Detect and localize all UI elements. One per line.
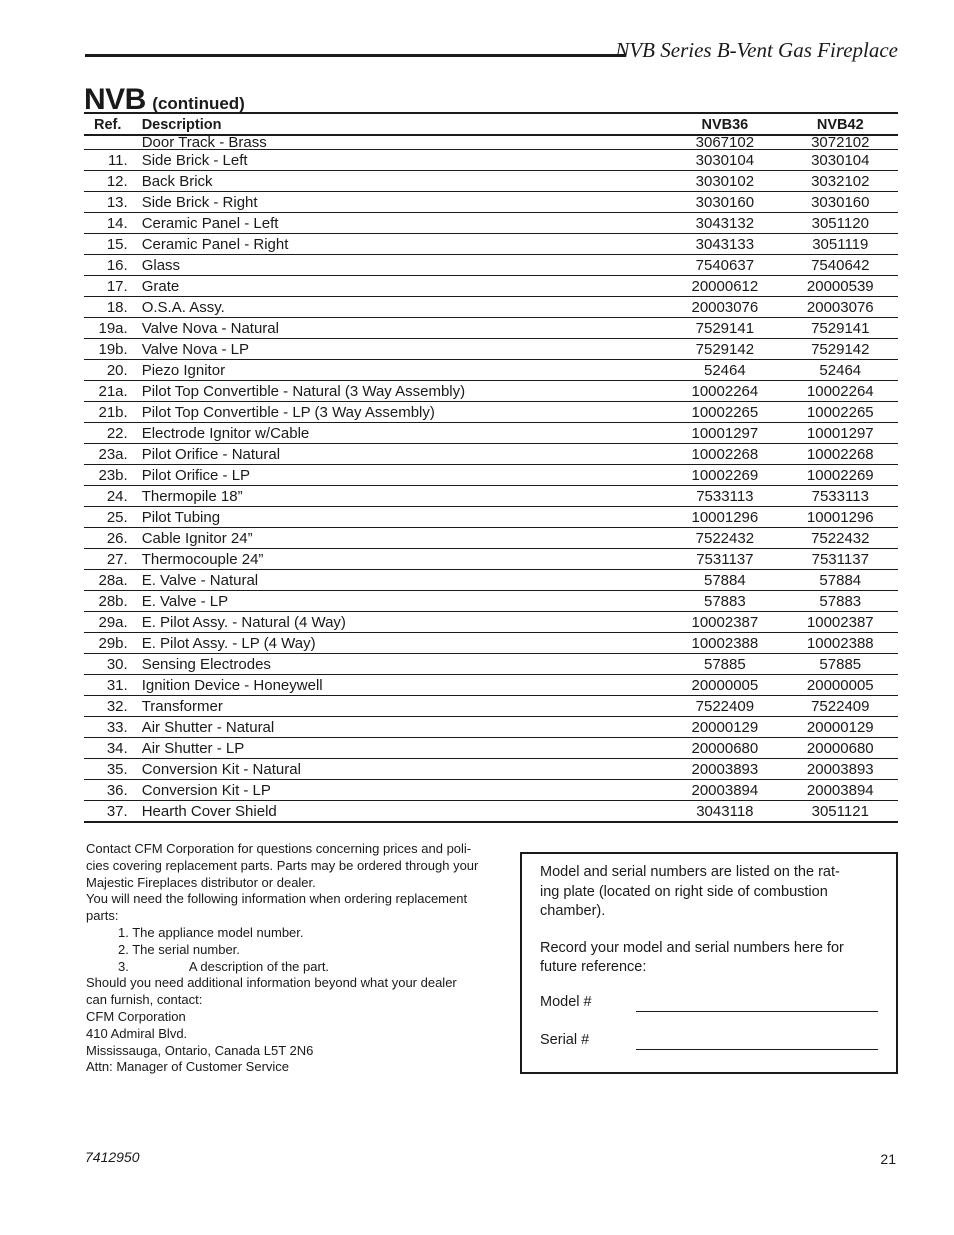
- cell-nvb42: 10002269: [806, 467, 874, 484]
- cell-description: Ceramic Panel - Right: [141, 236, 289, 253]
- cell-nvb36: 7522409: [695, 698, 755, 715]
- list-item-number: 2.: [118, 941, 129, 957]
- cell-description: Glass: [141, 257, 181, 274]
- table-row: [84, 801, 898, 823]
- cell-nvb42: 10002264: [806, 383, 874, 400]
- cell-ref: 13.: [106, 194, 128, 211]
- table-row: [84, 549, 898, 570]
- cell-nvb36: 20000612: [691, 278, 759, 295]
- cell-nvb36: 7522432: [695, 530, 755, 547]
- cell-ref: 36.: [106, 782, 128, 799]
- cell-nvb36: 10002269: [691, 467, 759, 484]
- cell-ref: 35.: [106, 761, 128, 778]
- cell-nvb36: 7540637: [695, 257, 755, 274]
- cell-description: Valve Nova - Natural: [141, 320, 279, 337]
- cell-nvb36: 10002268: [691, 446, 759, 463]
- cell-ref: 17.: [106, 278, 128, 295]
- column-header-description: Description: [141, 117, 222, 133]
- contact-text-line: You will need the following information when ordering replacement: [86, 891, 468, 907]
- cell-description: Cable Ignitor 24”: [141, 530, 253, 547]
- cell-nvb42: 57885: [819, 656, 862, 673]
- cell-ref: 34.: [106, 740, 128, 757]
- cell-nvb42: 57884: [819, 572, 862, 589]
- list-item: [86, 925, 516, 942]
- cell-ref: 23a.: [98, 446, 128, 463]
- record-text-line: ing plate (located on right side of combustion: [540, 883, 828, 900]
- cell-nvb36: 20003894: [691, 782, 759, 799]
- table-row: [84, 528, 898, 549]
- contact-text-line: can furnish, contact:: [86, 992, 203, 1008]
- cell-nvb42: 20000129: [806, 719, 874, 736]
- cell-nvb36: 20003893: [691, 761, 759, 778]
- parts-table-body: [84, 135, 898, 822]
- cell-ref: 25.: [106, 509, 128, 526]
- cell-nvb36: 20000129: [691, 719, 759, 736]
- address-line: 410 Admiral Blvd.: [86, 1025, 188, 1041]
- cell-description: Transformer: [141, 698, 223, 715]
- cell-nvb42: 3030104: [811, 152, 870, 169]
- cell-ref: 24.: [106, 488, 128, 505]
- list-item-text: The appliance model number.: [132, 924, 304, 940]
- list-item-text: The serial number.: [132, 941, 240, 957]
- cell-nvb36: 10001296: [691, 509, 759, 526]
- table-row: [84, 150, 898, 171]
- cell-nvb42: 10001296: [806, 509, 874, 526]
- contact-text-line: Contact CFM Corporation for questions concerning prices and poli-: [86, 841, 472, 856]
- record-text-line: Record your model and serial numbers here for: [540, 939, 844, 956]
- table-row: [84, 717, 898, 738]
- cell-nvb42: 52464: [819, 362, 862, 379]
- model-number-label: Model #: [540, 994, 592, 1010]
- cell-ref: [84, 135, 142, 150]
- table-row: [84, 591, 898, 612]
- cell-nvb42: 10002388: [806, 635, 874, 652]
- cell-nvb36: 57885: [704, 656, 746, 673]
- contact-text-line: cies covering replacement parts. Parts may be ordered through your: [86, 857, 479, 873]
- cell-nvb42: 20003076: [806, 299, 874, 316]
- cell-nvb42: 3051119: [812, 236, 869, 253]
- cell-ref: 12.: [106, 173, 128, 190]
- cell-ref: 29a.: [98, 614, 128, 631]
- cell-nvb42: 20000539: [806, 278, 874, 295]
- cell-description: Ceramic Panel - Left: [141, 215, 279, 232]
- table-row: [84, 654, 898, 675]
- cell-nvb36: 7533113: [696, 488, 754, 505]
- document-number: 7412950: [85, 1149, 140, 1165]
- cell-nvb42: 3030160: [811, 194, 870, 211]
- cell-nvb42: 57883: [819, 593, 862, 610]
- contact-text-line: Majestic Fireplaces distributor or dealer.: [86, 874, 316, 890]
- table-row: [84, 381, 898, 402]
- table-row: [84, 633, 898, 654]
- cell-description: Valve Nova - LP: [141, 341, 249, 358]
- cell-description: Grate: [141, 278, 180, 295]
- table-header-row: [84, 113, 898, 135]
- cell-description: E. Valve - LP: [141, 593, 229, 610]
- cell-ref: 28a.: [98, 572, 128, 589]
- cell-ref: 16.: [106, 257, 128, 274]
- cell-description: Thermocouple 24”: [141, 551, 264, 568]
- cell-ref: 15.: [106, 236, 128, 253]
- cell-nvb42: 10002268: [806, 446, 874, 463]
- cell-nvb36: 10002265: [691, 404, 759, 421]
- cell-nvb36: 7529142: [695, 341, 755, 358]
- cell-description: Electrode Ignitor w/Cable: [141, 425, 310, 442]
- cell-ref: 32.: [106, 698, 128, 715]
- cell-ref: 18.: [106, 299, 128, 316]
- cell-nvb42: 7540642: [811, 257, 870, 274]
- cell-nvb42: 20000680: [806, 740, 874, 757]
- record-instructions: [540, 863, 880, 978]
- cell-ref: 21a.: [98, 383, 128, 400]
- cell-nvb42: 3032102: [811, 173, 870, 190]
- cell-nvb42: 7531137: [811, 551, 869, 568]
- table-row: [84, 675, 898, 696]
- cell-description: Pilot Top Convertible - LP (3 Way Assembly): [141, 404, 435, 421]
- cell-description: Hearth Cover Shield: [141, 803, 277, 820]
- serial-number-field[interactable]: [540, 1031, 880, 1051]
- record-text-line: Model and serial numbers are listed on the rat-: [540, 864, 840, 880]
- cell-nvb42: 3051120: [811, 215, 869, 232]
- table-row: [84, 465, 898, 486]
- cell-description: Pilot Top Convertible - Natural (3 Way Assembly): [141, 383, 466, 400]
- list-item: [86, 959, 516, 976]
- serial-number-label: Serial #: [540, 1032, 590, 1048]
- cell-nvb42: 7533113: [811, 488, 869, 505]
- cell-nvb36: 10002387: [691, 614, 759, 631]
- header-title: NVB Series B-Vent Gas Fireplace: [615, 38, 898, 62]
- cell-description: Side Brick - Left: [141, 152, 248, 169]
- cell-nvb36: 20003076: [691, 299, 759, 316]
- cell-nvb42: 10002387: [806, 614, 874, 631]
- serial-number-line: [636, 1049, 878, 1050]
- cell-nvb36: 7529141: [695, 320, 755, 337]
- table-row: [84, 780, 898, 801]
- table-row: [84, 486, 898, 507]
- cell-ref: 14.: [106, 215, 128, 232]
- cell-nvb36: 20000680: [691, 740, 759, 757]
- cell-description: Pilot Tubing: [141, 509, 221, 526]
- model-number-field[interactable]: [540, 993, 880, 1013]
- record-text-line: chamber).: [540, 903, 606, 919]
- list-item-text: A description of the part.: [188, 958, 330, 974]
- cell-nvb42: 10001297: [806, 425, 874, 442]
- cell-nvb36: 3043133: [695, 236, 755, 253]
- table-row: [84, 507, 898, 528]
- table-row: [84, 135, 898, 150]
- cell-nvb36: 10001297: [691, 425, 759, 442]
- cell-nvb36: 3043132: [695, 215, 755, 232]
- cell-description: Conversion Kit - Natural: [141, 761, 301, 778]
- cell-description: Sensing Electrodes: [141, 656, 271, 673]
- table-row: [84, 276, 898, 297]
- section-subtitle: (continued): [152, 94, 245, 113]
- contact-info: [86, 841, 516, 1076]
- column-header-nvb36: NVB36: [701, 117, 749, 133]
- table-row: [84, 297, 898, 318]
- cell-nvb36: 3030104: [695, 152, 755, 169]
- cell-ref: 26.: [106, 530, 128, 547]
- cell-nvb42: 20003894: [806, 782, 874, 799]
- cell-ref: 27.: [106, 551, 128, 568]
- table-row: [84, 696, 898, 717]
- page-number: 21: [880, 1151, 896, 1167]
- table-row: [84, 612, 898, 633]
- cell-description: Air Shutter - LP: [141, 740, 245, 757]
- cell-description: Pilot Orifice - LP: [141, 467, 251, 484]
- cell-ref: 11.: [107, 152, 128, 169]
- cell-nvb36: 57884: [704, 572, 746, 589]
- table-row: [84, 171, 898, 192]
- record-text-line: future reference:: [540, 959, 647, 975]
- cell-ref: 21b.: [98, 404, 128, 421]
- cell-ref: 28b.: [98, 593, 128, 610]
- cell-nvb42: 3051121: [811, 803, 869, 820]
- cell-description: Pilot Orifice - Natural: [141, 446, 281, 463]
- cell-description: Thermopile 18”: [141, 488, 243, 505]
- cell-ref: 29b.: [98, 635, 128, 652]
- cell-nvb36: 57883: [704, 593, 746, 610]
- contact-text-line: parts:: [86, 908, 119, 924]
- cell-description: Conversion Kit - LP: [141, 782, 271, 799]
- column-header-ref: Ref.: [94, 117, 122, 133]
- cell-description: Air Shutter - Natural: [141, 719, 275, 736]
- table-row: [84, 339, 898, 360]
- cell-nvb36: 3030160: [695, 194, 755, 211]
- table-row: [84, 234, 898, 255]
- table-row: [84, 759, 898, 780]
- table-row: [84, 738, 898, 759]
- cell-description: Piezo Ignitor: [141, 362, 226, 379]
- cell-nvb36: 10002388: [691, 635, 759, 652]
- list-item: [86, 942, 516, 959]
- address-line: CFM Corporation: [86, 1008, 186, 1024]
- cell-description: Back Brick: [141, 173, 213, 190]
- cell-description: Door Track - Brass: [141, 135, 267, 150]
- table-row: [84, 360, 898, 381]
- cell-nvb36: 52464: [704, 362, 746, 379]
- address-line: Attn: Manager of Customer Service: [86, 1059, 290, 1075]
- table-row: [84, 402, 898, 423]
- cell-ref: 19b.: [98, 341, 128, 358]
- list-item-number: 3.: [118, 958, 129, 974]
- cell-nvb36: 7531137: [696, 551, 754, 568]
- cell-nvb42: 3072102: [811, 135, 870, 150]
- header-rule: [85, 54, 625, 57]
- table-row: [84, 192, 898, 213]
- cell-nvb36: 3043118: [696, 803, 754, 820]
- cell-ref: 23b.: [98, 467, 128, 484]
- cell-description: Side Brick - Right: [141, 194, 258, 211]
- cell-nvb42: 7522432: [811, 530, 870, 547]
- cell-nvb42: 7522409: [811, 698, 870, 715]
- cell-nvb42: 20000005: [806, 677, 874, 694]
- cell-ref: 37.: [106, 803, 128, 820]
- table-row: [84, 444, 898, 465]
- parts-table: [84, 112, 898, 823]
- cell-ref: 22.: [106, 425, 128, 442]
- cell-nvb36: 3030102: [695, 173, 755, 190]
- cell-nvb42: 7529142: [811, 341, 870, 358]
- column-header-nvb42: NVB42: [816, 117, 864, 133]
- table-row: [84, 255, 898, 276]
- cell-nvb36: 3067102: [695, 135, 755, 150]
- record-box: [520, 852, 898, 1074]
- cell-ref: 33.: [106, 719, 128, 736]
- cell-nvb42: 7529141: [811, 320, 870, 337]
- contact-text-line: Should you need additional information beyond what your dealer: [86, 975, 457, 991]
- cell-ref: 20.: [106, 362, 128, 379]
- cell-nvb36: 10002264: [691, 383, 759, 400]
- table-row: [84, 213, 898, 234]
- model-number-line: [636, 1011, 878, 1012]
- cell-description: E. Pilot Assy. - LP (4 Way): [141, 635, 316, 652]
- cell-description: E. Pilot Assy. - Natural (4 Way): [141, 614, 346, 631]
- table-row: [84, 570, 898, 591]
- cell-ref: 19a.: [98, 320, 128, 337]
- cell-description: O.S.A. Assy.: [141, 299, 225, 316]
- cell-description: E. Valve - Natural: [141, 572, 259, 589]
- cell-ref: 30.: [106, 656, 128, 673]
- table-row: [84, 318, 898, 339]
- cell-nvb42: 20003893: [806, 761, 874, 778]
- address-line: Mississauga, Ontario, Canada L5T 2N6: [86, 1042, 314, 1058]
- table-row: [84, 423, 898, 444]
- section-title: NVB: [84, 83, 146, 116]
- cell-nvb36: 20000005: [691, 677, 759, 694]
- cell-description: Ignition Device - Honeywell: [141, 677, 323, 694]
- cell-nvb42: 10002265: [806, 404, 874, 421]
- cell-ref: 31.: [106, 677, 128, 694]
- list-item-number: 1.: [118, 924, 129, 940]
